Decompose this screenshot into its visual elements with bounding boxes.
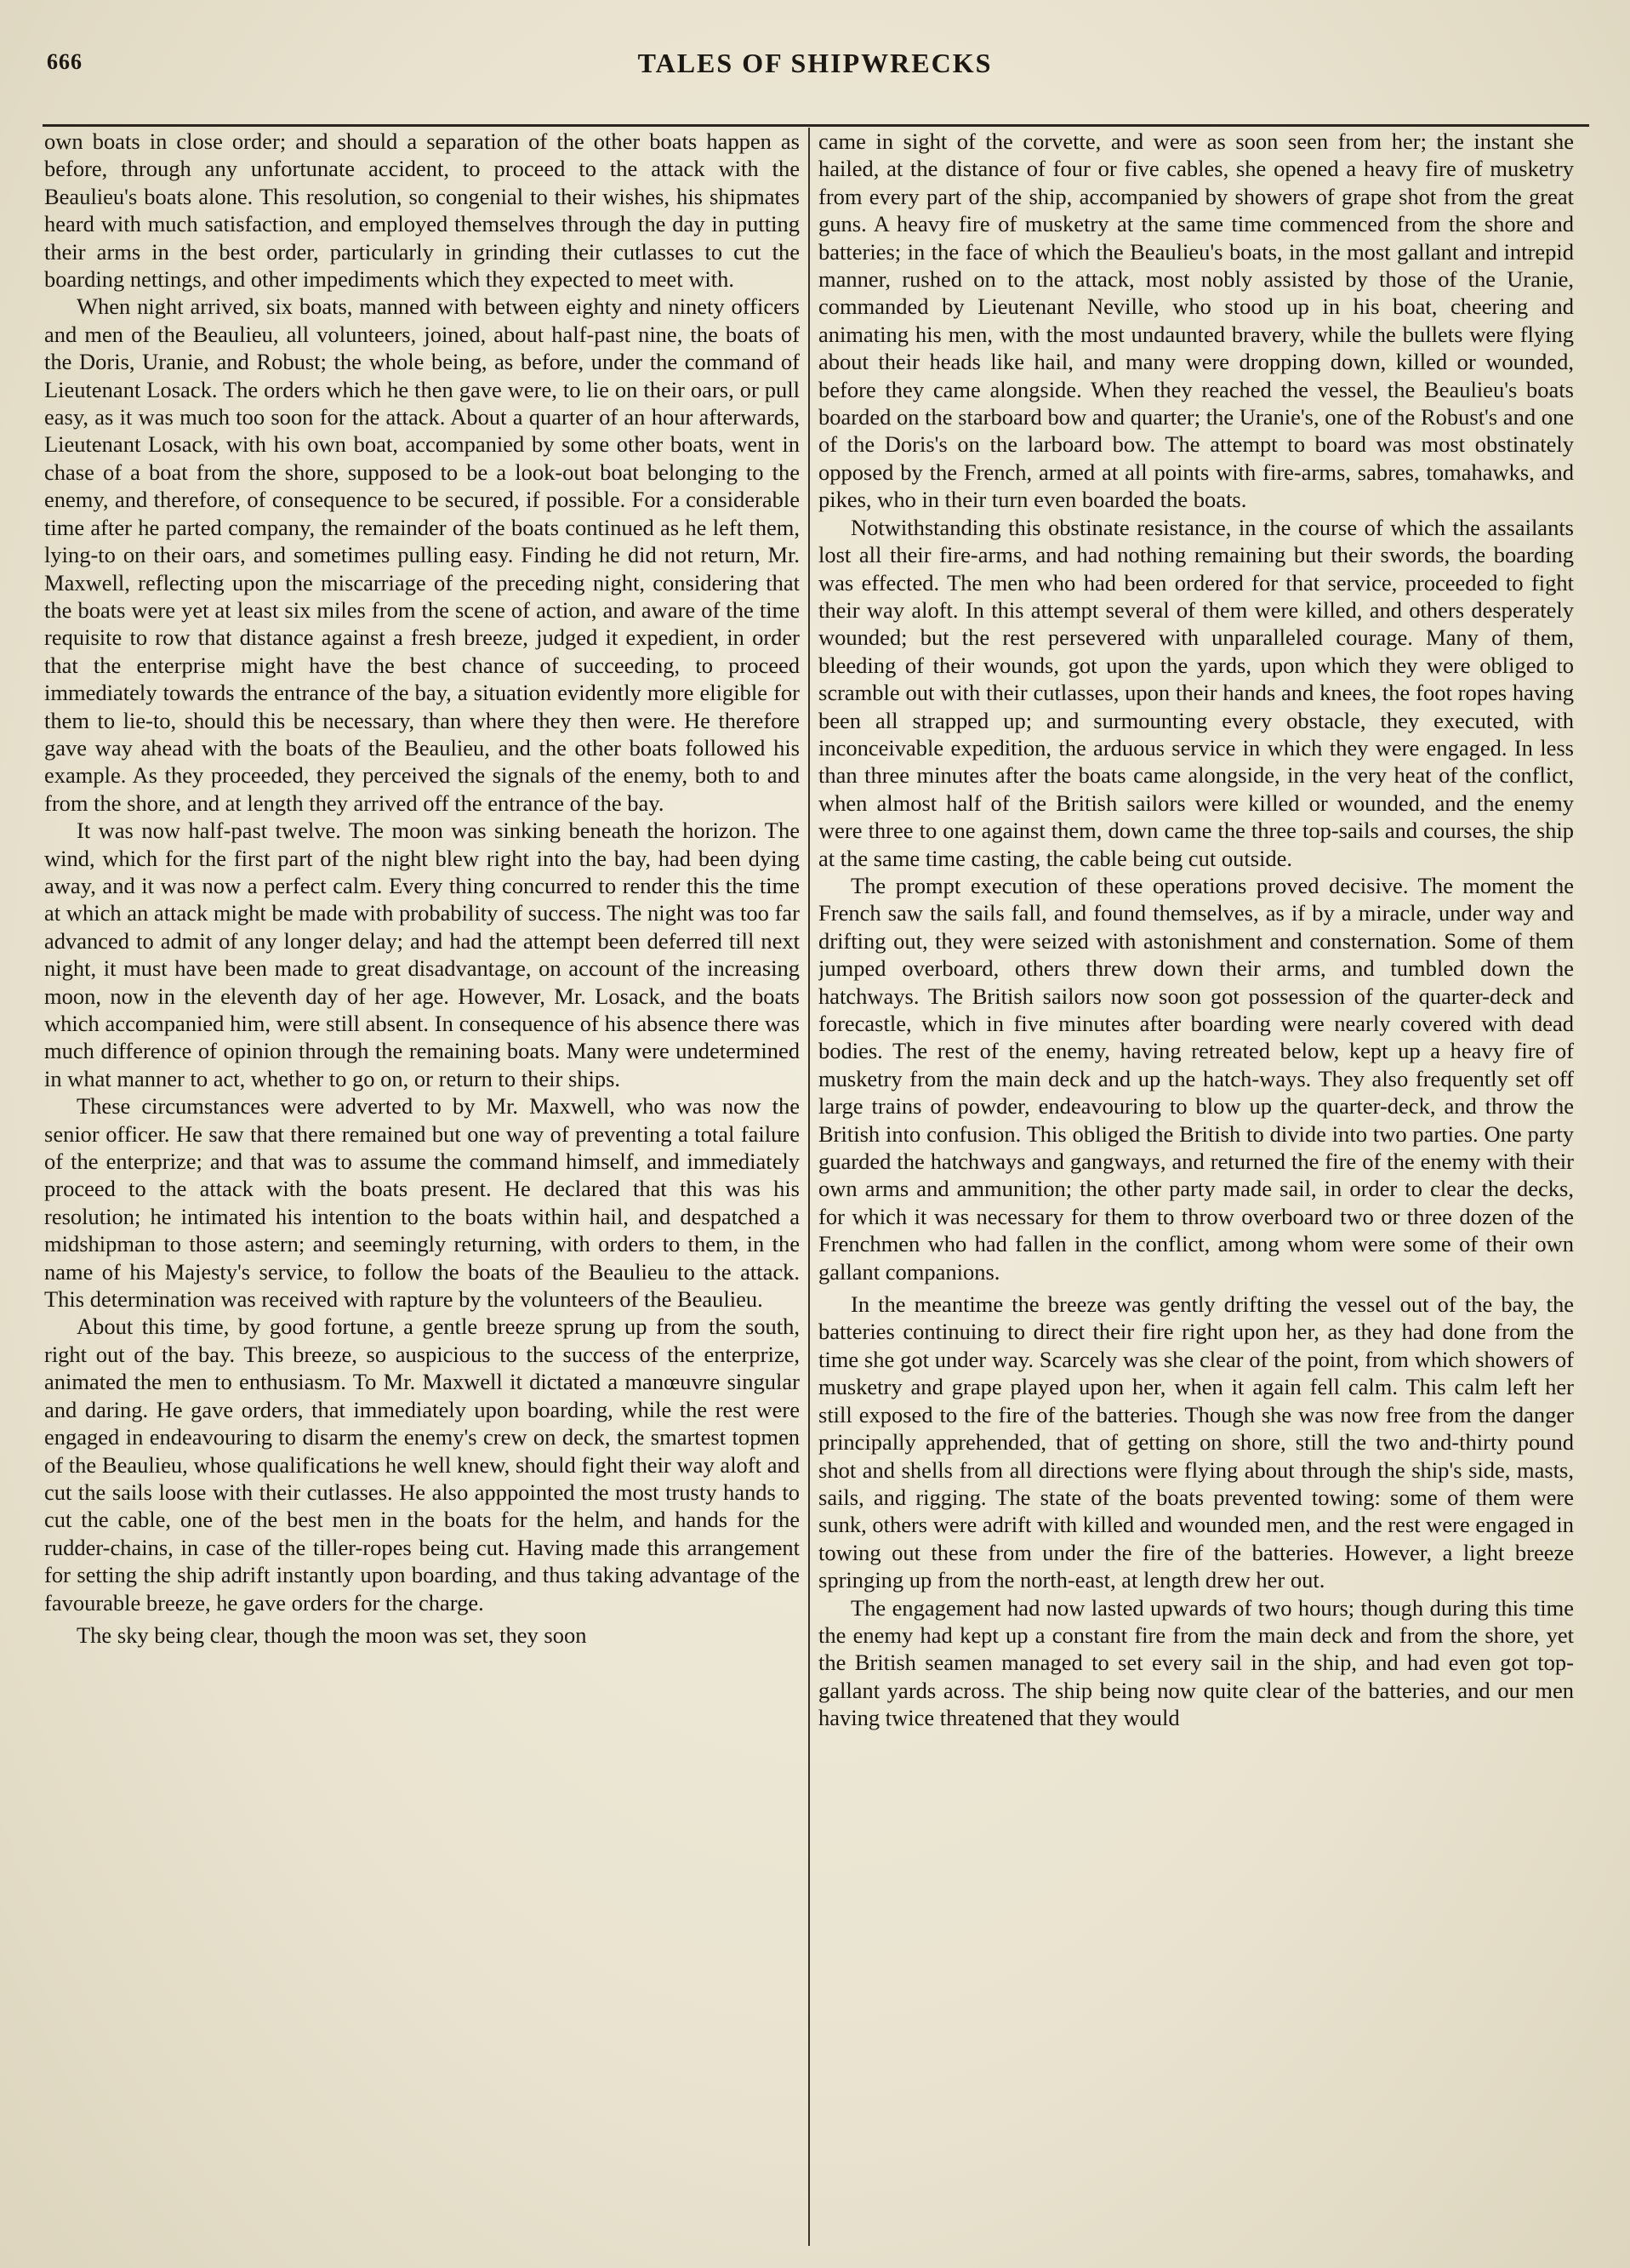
paragraph: When night arrived, six boats, manned with between eighty and ninety officers and men of the Beaulieu, all volunteers, joined, about half-past nine, the boats of the Doris, Uranie, and Robust; the whole being, as before, under the command of Lieutenant Losack. The orders which he then gave were, to lie on their oars, or pull easy, as it was much too soon for the attack. About a quarter of an hour afterwards, Lieutenant Losack, with his own boat, accompanied by some other boats, went in chase of a boat from the shore, supposed to be a look-out boat belonging to the enemy, and therefore, of consequence to be secured, if possible. For a considerable time after he parted company, the remainder of the boats continued as he left them, lying-to on their oars, and sometimes pulling easy. Finding he did not return, Mr. Maxwell, reflecting upon the miscarriage of the preceding night, considering that the boats were yet at least six miles from the scene of action, and aware of the time requisite to row that distance against a fresh breeze, judged it expedient, in order that the enterprise might have the best chance of succeeding, to proceed immediately towards the entrance of the bay, a situation evidently more eligible for them to lie-to, should this be necessary, than where they then were. He therefore gave way ahead with the boats of the Beaulieu, and the other boats followed his example. As they proceeded, they perceived the signals of the enemy, both to and from the shore, and at length they arrived off the entrance of the bay. [44, 293, 800, 816]
left-column [44, 128, 800, 2246]
paragraph: own boats in close order; and should a separation of the other boats happen as before, through any unfortunate accident, to proceed to the attack with the Beaulieu's boats alone. This resolution, so congenial to their wishes, his shipmates heard with much satisfaction, and employed themselves through the day in putting their arms in the best order, particularly in grinding their cutlasses to cut the boarding nettings, and other impediments which they expected to meet with. [44, 128, 800, 293]
paragraph: It was now half-past twelve. The moon was sinking beneath the horizon. The wind, which for the first part of the night blew right into the bay, had been dying away, and it was now a perfect calm. Every thing concurred to render this the time at which an attack might be made with probability of success. The night was too far advanced to admit of any longer delay; and had the attempt been deferred till next night, it must have been made to great disadvantage, on account of the increasing moon, now in the eleventh day of her age. However, Mr. Losack, and the boats which accompanied him, were still absent. In consequence of his absence there was much difference of opinion through the remaining boats. Many were undetermined in what manner to act, whether to go on, or return to their ships. [44, 818, 800, 1091]
column-divider [808, 128, 810, 2246]
paragraph: The prompt execution of these operations proved decisive. The moment the French saw the sails fall, and found themselves, as if by a miracle, under way and drifting out, they were seized with astonishment and consternation. Some of them jumped overboard, others threw down their arms, and tumbled down the hatchways. The British sailors now soon got possession of the quarter-deck and forecastle, which in five minutes after boarding were nearly covered with dead bodies. The rest of the enemy, having retreated below, kept up a heavy fire of musketry from the main deck and up the hatch-ways. They also frequently set off large trains of powder, endeavouring to blow up the quarter-deck, and throw the British into confusion. This obliged the British to divide into two parties. One party guarded the hatchways and gangways, and returned the fire of the enemy with their own arms and ammunition; the other party made sail, in order to clear the decks, for which it was necessary for them to throw overboard two or three dozen of the Frenchmen who had fallen in the conflict, among whom were some of their own gallant companions. [818, 872, 1574, 1285]
page-number: 666 [47, 49, 83, 74]
page-header [47, 44, 1583, 87]
paragraph: The sky being clear, though the moon was set, they soon [77, 1621, 587, 1648]
paragraph: In the meantime the breeze was gently drifting the vessel out of the bay, the batteries continuing to direct their fire right upon her, as they had done from the time she got under way. Scarcely was she clear of the point, from which showers of musketry and grape played upon her, when it again fell calm. This calm left her still exposed to the fire of the batteries. Though she was now free from the danger principally apprehended, that of getting on shore, still the two and-thirty pound shot and shells from all directions were flying about through the ship's side, masts, sails, and rigging. The state of the boats prevented towing: some of them were sunk, others were adrift with killed and wounded men, and the rest were engaged in towing out these from under the fire of the batteries. However, a light breeze springing up from the north-east, at length drew her out. [818, 1291, 1574, 1593]
header-rule [43, 124, 1589, 127]
paragraph: Notwithstanding this obstinate resistance, in the course of which the assailants lost all their fire-arms, and had nothing remaining but their swords, the boarding was effected. The men who had been ordered for that service, proceeded to fight their way aloft. In this attempt several of them were killed, and others desperately wounded; but the rest persevered with unparalleled courage. Many of them, bleeding of their wounds, got upon the yards, upon which they were obliged to scramble out with their cutlasses, upon their hands and knees, the foot ropes having been all strapped up; and surmounting every obstacle, they executed, with inconceivable expedition, the arduous service in which they were engaged. In less than three minutes after the boats came alongside, in the very heat of the conflict, when almost half of the British sailors were killed or wounded, and the enemy were three to one against them, down came the three top-sails and courses, the ship at the same time casting, the cable being cut outside. [818, 514, 1574, 871]
paragraph: The engagement had now lasted upwards of two hours; though during this time the enemy had kept up a constant fire from the main deck and from the shore, yet the British seamen managed to set every sail in the ship, and had even got top-gallant yards across. The ship being now quite clear of the batteries, and our men having twice threatened that they would [818, 1594, 1574, 1731]
right-column [818, 128, 1574, 2246]
paragraph: These circumstances were adverted to by Mr. Maxwell, who was now the senior officer. He saw that there remained but one way of preventing a total failure of the enterprize; and that was to assume the command himself, and immediately proceed to the attack with the boats present. He declared that this was his resolution; he intimated his intention to the boats within hail, and despatched a midshipman to those astern; and seemingly returning, with orders to them, in the name of his Majesty's service, to follow the boats of the Beaulieu to the attack. This determination was received with rapture by the volunteers of the Beaulieu. [44, 1093, 800, 1313]
running-title: TALES OF SHIPWRECKS [637, 48, 993, 78]
paragraph: came in sight of the corvette, and were as soon seen from her; the instant she hailed, at the distance of four or five cables, she opened a heavy fire of musketry from every part of the ship, accompanied by showers of grape shot from the great guns. A heavy fire of musketry at the same time commenced from the shore and batteries; in the face of which the Beaulieu's boats, in the most gallant and intrepid manner, rushed on to the attack, most nobly assisted by those of the Uranie, commanded by Lieutenant Neville, who stood up in his boat, cheering and animating his men, with the most undaunted bravery, while the bullets were flying about their heads like hail, and many were dropping down, killed or wounded, before they came alongside. When they reached the vessel, the Beaulieu's boats boarded on the starboard bow and quarter; the Uranie's, one of the Robust's and one of the Doris's on the larboard bow. The attempt to board was most obstinately opposed by the French, armed at all points with fire-arms, sabres, tomahawks, and pikes, who in their turn even boarded the boats. [818, 128, 1574, 513]
paragraph: About this time, by good fortune, a gentle breeze sprung up from the south, right out of the bay. This breeze, so auspicious to the success of the enterprize, animated the men to enthusiasm. To Mr. Maxwell it dictated a manœuvre singular and daring. He gave orders, that immediately upon boarding, while the rest were engaged in endeavouring to disarm the enemy's crew on deck, the smartest topmen of the Beaulieu, whose qualifications he well knew, should fight their way aloft and cut the sails loose with their cutlasses. He also apppointed the most trusty hands to cut the cable, one of the best men in the boats for the helm, and hands for the rudder-chains, in case of the tiller-ropes being cut. Having made this arrangement for setting the ship adrift instantly upon boarding, and thus taking advantage of the favourable breeze, he gave orders for the charge. [44, 1314, 800, 1616]
